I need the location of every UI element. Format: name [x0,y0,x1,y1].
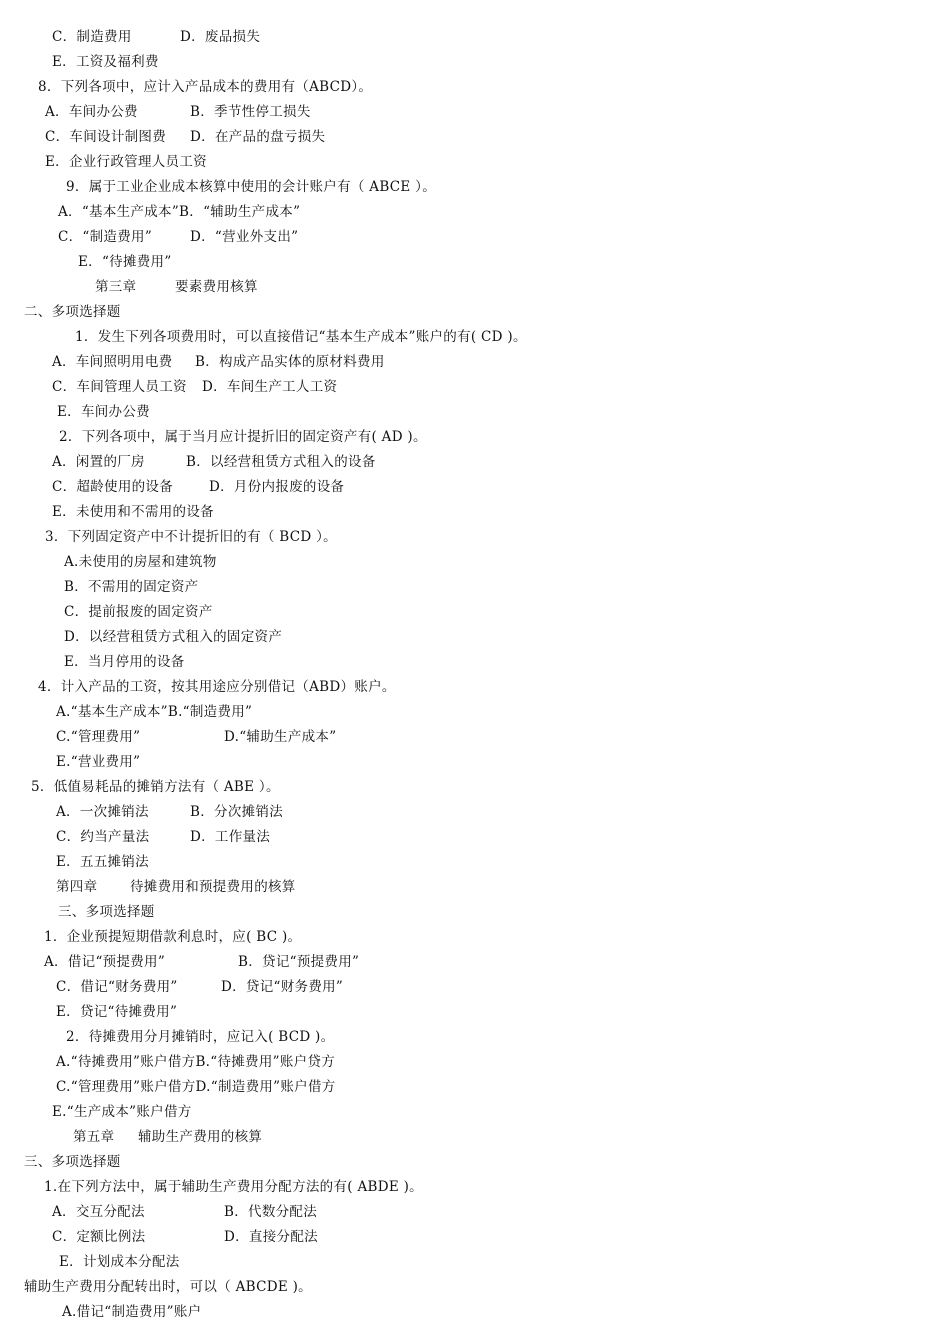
text-line-45-part-2: 辅助生产费用的核算 [138,1129,263,1145]
text-line-21: 3．下列固定资产中不计提折旧的有（ BCD ）。 [45,529,337,545]
text-line-4-part-1: A．车间办公费 [45,104,138,120]
text-line-36: 三、多项选择题 [58,904,155,920]
text-line-29-part-1: C.“管理费用” [56,729,141,745]
text-line-19-part-1: C．超龄使用的设备 [52,479,174,495]
text-line-28: A.“基本生产成本”B.“制造费用” [56,704,253,720]
text-line-49-part-1: C．定额比例法 [52,1229,146,1245]
text-line-35-part-1: 第四章 [56,879,98,895]
text-line-47: 1.在下列方法中，属于辅助生产费用分配方法的有( ABDE )。 [44,1179,423,1195]
text-line-14-part-2: B．构成产品实体的原材料费用 [195,354,385,370]
text-line-13: 1．发生下列各项费用时，可以直接借记“基本生产成本”账户的有( CD )。 [75,329,527,345]
text-line-1-part-2: D．废品损失 [180,29,261,45]
text-line-42: A.“待摊费用”账户借方B.“待摊费用”账户贷方 [56,1054,336,1070]
text-line-11-part-2: 要素费用核算 [175,279,258,295]
text-line-17: 2．下列各项中，属于当月应计提折旧的固定资产有( AD )。 [59,429,427,445]
text-line-38-part-2: B．贷记“预提费用” [238,954,360,970]
text-line-34: E．五五摊销法 [56,854,149,870]
text-line-49-part-2: D．直接分配法 [224,1229,318,1245]
text-line-32-part-2: B．分次摊销法 [190,804,284,820]
text-line-16: E．车间办公费 [57,404,150,420]
text-line-11-part-1: 第三章 [95,279,137,295]
text-line-18-part-1: A．闲置的厂房 [52,454,145,470]
text-line-29-part-2: D.“辅助生产成本” [224,729,337,745]
text-line-10: E．“待摊费用” [78,254,172,270]
text-line-6: E．企业行政管理人员工资 [45,154,207,170]
text-line-33-part-2: D．工作量法 [190,829,271,845]
text-line-37: 1．企业预提短期借款利息时，应( BC )。 [44,929,302,945]
text-line-48-part-1: A．交互分配法 [52,1204,145,1220]
text-line-46: 三、多项选择题 [24,1154,121,1170]
text-line-30: E.“营业费用” [56,754,141,770]
text-line-23: B．不需用的固定资产 [64,579,199,595]
text-line-18-part-2: B．以经营租赁方式租入的设备 [186,454,376,470]
text-line-39-part-1: C．借记“财务费用” [56,979,178,995]
text-line-51: 辅助生产费用分配转出时，可以（ ABCDE )。 [24,1279,312,1295]
text-line-38-part-1: A．借记“预提费用” [44,954,166,970]
text-line-9-part-1: C．“制造费用” [58,229,153,245]
text-line-2: E．工资及福利费 [52,54,159,70]
text-line-1-part-1: C．制造费用 [52,29,132,45]
text-line-50: E．计划成本分配法 [59,1254,180,1270]
text-line-8: A．“基本生产成本”B．“辅助生产成本” [58,204,301,220]
text-line-9-part-2: D．“营业外支出” [190,229,299,245]
text-line-40: E．贷记“待摊费用” [56,1004,178,1020]
text-line-44: E.“生产成本”账户借方 [52,1104,192,1120]
text-line-3: 8．下列各项中，应计入产品成本的费用有（ABCD）。 [38,79,373,95]
text-line-33-part-1: C．约当产量法 [56,829,150,845]
text-line-35-part-2: 待摊费用和预提费用的核算 [130,879,296,895]
text-line-24: C．提前报废的固定资产 [64,604,213,620]
text-line-27: 4．计入产品的工资，按其用途应分别借记（ABD）账户。 [38,679,396,695]
text-line-4-part-2: B．季节性停工损失 [190,104,311,120]
text-line-22: A.未使用的房屋和建筑物 [64,554,217,570]
text-line-48-part-2: B．代数分配法 [224,1204,318,1220]
text-line-20: E．未使用和不需用的设备 [52,504,214,520]
text-line-12: 二、多项选择题 [24,304,121,320]
text-line-5-part-1: C．车间设计制图费 [45,129,167,145]
text-line-41: 2．待摊费用分月摊销时，应记入( BCD )。 [66,1029,335,1045]
text-line-31: 5．低值易耗品的摊销方法有（ ABE ）。 [31,779,280,795]
text-line-15-part-1: C．车间管理人员工资 [52,379,187,395]
text-line-25: D．以经营租赁方式租入的固定资产 [64,629,283,645]
text-line-26: E．当月停用的设备 [64,654,185,670]
text-line-7: 9．属于工业企业成本核算中使用的会计账户有（ ABCE ）。 [66,179,437,195]
text-line-14-part-1: A．车间照明用电费 [52,354,173,370]
text-line-43: C.“管理费用”账户借方D.“制造费用”账户借方 [56,1079,336,1095]
text-line-15-part-2: D．车间生产工人工资 [202,379,338,395]
text-line-39-part-2: D．贷记“财务费用” [221,979,344,995]
text-line-19-part-2: D．月份内报废的设备 [209,479,345,495]
text-line-32-part-1: A．一次摊销法 [56,804,149,820]
text-line-45-part-1: 第五章 [73,1129,115,1145]
text-line-52: A.借记“制造费用”账户 [62,1304,202,1320]
text-line-5-part-2: D．在产品的盘亏损失 [190,129,326,145]
